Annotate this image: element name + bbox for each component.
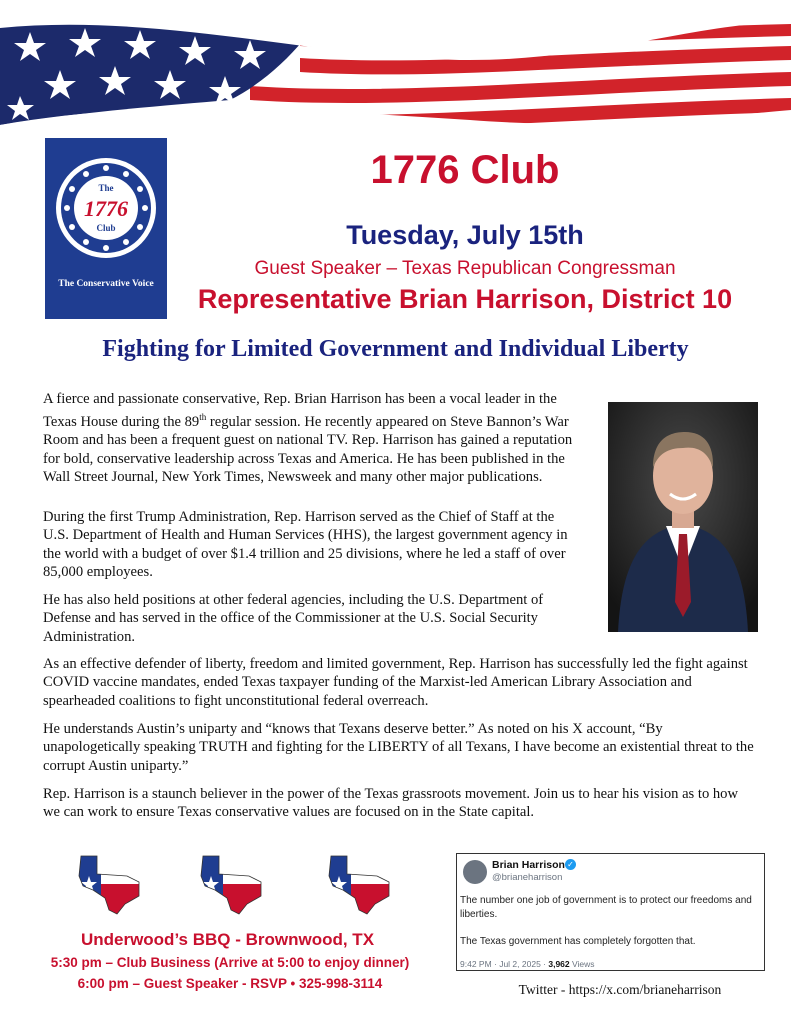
tweet-handle: @brianeharrison xyxy=(492,872,563,883)
texas-flag-map-icon xyxy=(77,852,143,916)
logo-number: 1776 xyxy=(84,196,128,221)
bio-paragraph-3: He has also held positions at other federal agencies, including the U.S. Department of Defense and has served in the office of the Commissioner at the U.S. Social Security Administration. xyxy=(43,592,544,645)
schedule-guest-speaker: 6:00 pm – Guest Speaker - RSVP • 325-998-3114 xyxy=(77,976,383,991)
event-date: Tuesday, July 15th xyxy=(346,220,584,250)
bio-paragraph-1: A fierce and passionate conservative, Rep. Brian Harrison has been a vocal leader in the Texas House during the 89th regular session. He recently appeared on Steve Bannon’s War Room and has been a frequent guest on national TV. Rep. Harrison has gained a reputation for bold, conservative leadership across Texas and America. He has been published in the Wall Street Journal, New York Times, Newsweek and many other major publications. xyxy=(43,391,573,486)
tweet-text-2: The Texas government has completely forgotten that. xyxy=(460,936,696,947)
guest-speaker-line: Guest Speaker – Texas Republican Congressman xyxy=(254,258,676,279)
speaker-name: Representative Brian Harrison, District 10 xyxy=(197,284,733,314)
logo-bottom-word: Club xyxy=(96,223,116,233)
headline: Fighting for Limited Government and Individual Liberty xyxy=(102,336,689,362)
texas-flag-map-icon xyxy=(199,852,265,916)
twitter-link[interactable]: Twitter - https://x.com/brianeharrison xyxy=(518,982,722,997)
schedule-club-business: 5:30 pm – Club Business (Arrive at 5:00 to enjoy dinner) xyxy=(50,955,410,970)
avatar xyxy=(463,860,487,884)
bio-paragraph-2: During the first Trump Administration, Rep. Harrison served as the Chief of Staff at the U.S. Department of Health and Human Services (HHS), the largest government agency in the world with a budget of over $1.4 trillion and 25 divisions, where he led a staff of over 85,000 employees. xyxy=(43,509,568,580)
tweet-text-1: The number one job of government is to protect our freedoms and liberties. xyxy=(460,895,752,920)
american-flag-banner xyxy=(0,0,791,135)
logo-tagline: The Conservative Voice xyxy=(58,279,154,289)
logo-top-word: The xyxy=(98,183,114,193)
bio-paragraph-5: He understands Austin’s uniparty and “knows that Texans deserve better.” As noted on his X account, “By unapologetically speaking TRUTH and fighting for the LIBERTY of all Texans, I have become an existential threat to the corrupt Austin uniparty.” xyxy=(43,721,754,774)
bio-paragraph-6: Rep. Harrison is a staunch believer in the power of the Texas grassroots movement. Join us to hear his vision as to how we can work to ensure Texas conservative values are focused on in the State capital. xyxy=(43,786,739,821)
tweet-meta: 9:42 PM · Jul 2, 2025 · 3,962 Views xyxy=(460,959,595,969)
tweet-author-name: Brian Harrison xyxy=(492,859,565,871)
tweet-card[interactable] xyxy=(456,853,765,971)
club-logo xyxy=(45,138,167,319)
verified-badge-icon: ✓ xyxy=(565,859,576,870)
texas-flag-map-icon xyxy=(327,852,393,916)
bio-paragraph-4: As an effective defender of liberty, freedom and limited government, Rep. Harrison has successfully led the fight against COVID vaccine mandates, ended Texas taxpayer funding of the Marxist-led American Library Association and spearheaded coalitions to fight unconstitutional federal overreach. xyxy=(43,656,748,709)
venue-line: Underwood’s BBQ - Brownwood, TX xyxy=(80,930,375,949)
speaker-portrait xyxy=(608,402,758,632)
club-title: 1776 Club xyxy=(370,148,560,192)
